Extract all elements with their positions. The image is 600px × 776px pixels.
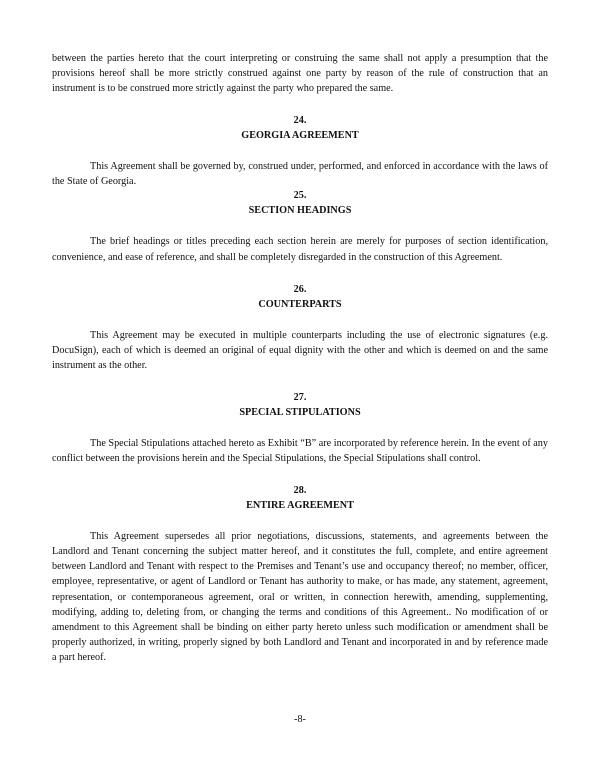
section-title: SPECIAL STIPULATIONS [239, 406, 361, 418]
section-body-24: This Agreement shall be governed by, construed under, performed, and enforced in accordance with the laws of the State of Georgia. [52, 161, 548, 188]
section-body-26: This Agreement may be executed in multiple counterparts including the use of electronic signatures (e.g. DocuSign), each of which is deemed an original of equal dignity with the other and which is deemed on and the same instrument as the other. [52, 329, 548, 371]
section-body-28: This Agreement supersedes all prior negotiations, discussions, statements, and agreements between the Landlord and Tenant concerning the subject matter hereof, and it constitutes the full, complete, and entire agreement between Landlord and Tenant with respect to the Premises and Tenant’s use and occupancy thereof; no member, officer, employee, representative, or agent of Landlord or Tenant has authority to make, or has made, any statement, agreement, representation, or contemporaneous agreement, oral or written, in connection herewith, amending, supplementing, modifying, adding to, deleting from, or changing the terms and conditions of this Agreement.. No modification of or amendment to this Agreement shall be binding on either party hereto unless such modification or amendment shall be properly authorized, in writing, properly signed by both Landlord and Tenant and incorporated in and by reference made a part hereof. [52, 531, 548, 663]
section-body-27: The Special Stipulations attached hereto as Exhibit “B” are incorporated by reference herein. In the event of any conflict between the provisions herein and the Special Stipulations, the Special Stipulations shall control. [52, 437, 548, 465]
page-number: -8- [294, 714, 306, 725]
section-heading-25 [52, 189, 548, 218]
section-title: COUNTERPARTS [258, 298, 342, 310]
section-heading-24 [52, 114, 548, 143]
intro-paragraph: between the parties hereto that the court interpreting or construing the same shall not apply a presumption that the provisions hereof shall be more strictly construed against one party by reason of the rule of construction that an instrument is to be construed more strictly against the party who prepared the same. [52, 53, 548, 95]
section-number: 24. [293, 115, 307, 127]
section-heading-28 [52, 484, 548, 513]
page-content [52, 51, 548, 665]
section-number: 27. [293, 391, 307, 403]
section-heading-27 [52, 391, 548, 420]
section-title: ENTIRE AGREEMENT [246, 500, 354, 512]
section-title: GEORGIA AGREEMENT [241, 130, 359, 142]
section-number: 25. [293, 190, 307, 202]
section-number: 26. [293, 283, 307, 295]
section-title: SECTION HEADINGS [248, 205, 352, 217]
section-body-25: The brief headings or titles preceding each section herein are merely for purposes of section identification, convenience, and ease of reference, and shall be completely disregarded in the construction of this Agreement. [52, 236, 548, 263]
section-number: 28. [293, 485, 307, 497]
section-heading-26 [52, 283, 548, 312]
